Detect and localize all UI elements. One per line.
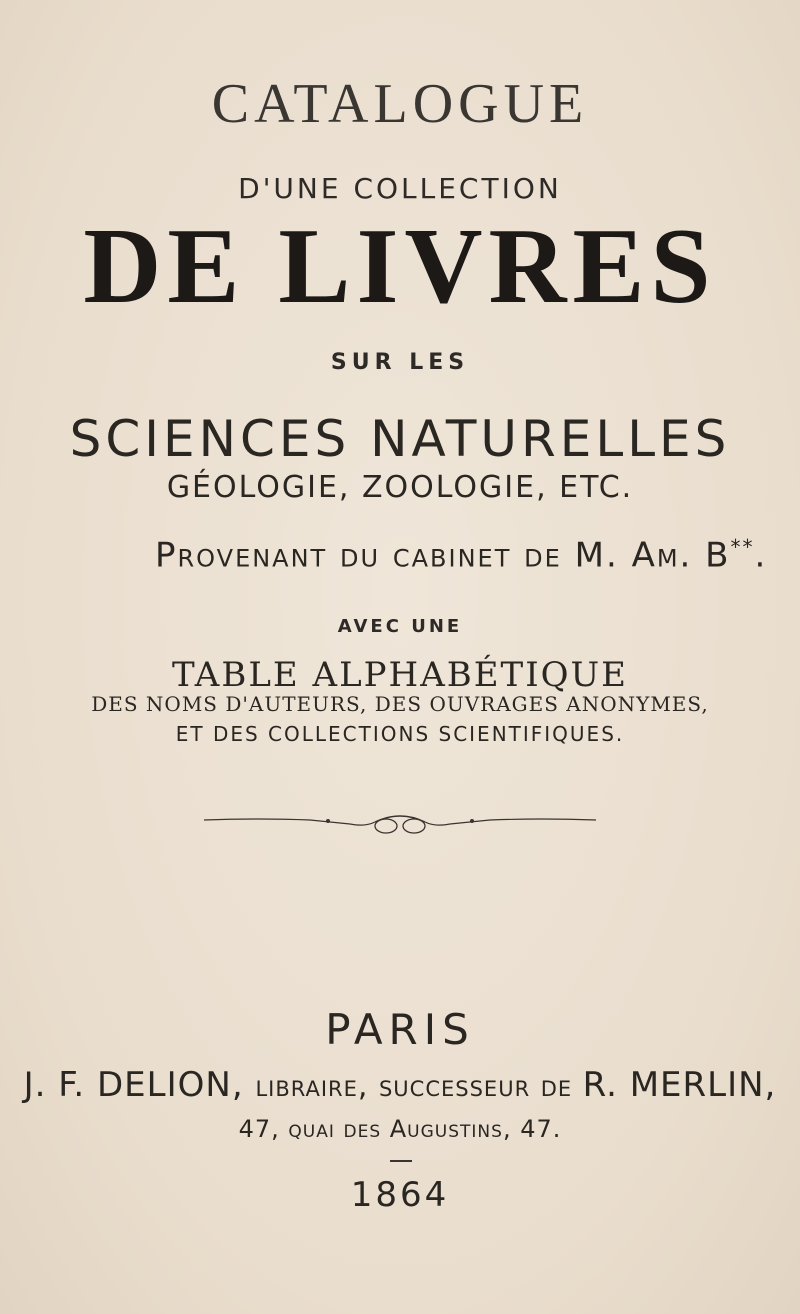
catalogue-heading: CATALOGUE (211, 73, 589, 135)
sciences-naturelles-heading: SCIENCES NATURELLES (69, 410, 731, 468)
provenance-superscript: ** (730, 535, 755, 559)
avec-une-line: AVEC UNE (337, 616, 463, 637)
publisher-successor: R. MERLIN, (582, 1065, 777, 1105)
address-line: 47, quai des Augustins, 47. (238, 1115, 562, 1143)
de-livres-heading: DE LIVRES (83, 207, 717, 326)
publisher-line (0, 1065, 800, 1105)
year-line: 1864 (350, 1175, 450, 1215)
publisher-role: libraire, successeur de (255, 1069, 583, 1104)
subjects-line: GÉOLOGIE, ZOOLOGIE, ETC. (166, 470, 634, 505)
provenance-end: . (754, 535, 768, 576)
small-dash-divider (390, 1160, 412, 1162)
ornament-rule (200, 806, 600, 836)
publisher-name: J. F. DELION, (23, 1065, 256, 1105)
provenance-text: Provenant du cabinet de M. Am. B (155, 535, 731, 576)
sur-les-line: SUR LES (330, 350, 470, 375)
des-noms-line: DES NOMS D'AUTEURS, DES OUVRAGES ANONYMES, (91, 692, 709, 716)
dune-collection-line: D'UNE COLLECTION (238, 172, 562, 205)
city-line: PARIS (325, 1005, 475, 1054)
provenance-line (155, 535, 767, 575)
table-alphabetique-heading: TABLE ALPHABÉTIQUE (171, 655, 629, 695)
collections-line: ET DES COLLECTIONS SCIENTIFIQUES. (175, 722, 625, 746)
